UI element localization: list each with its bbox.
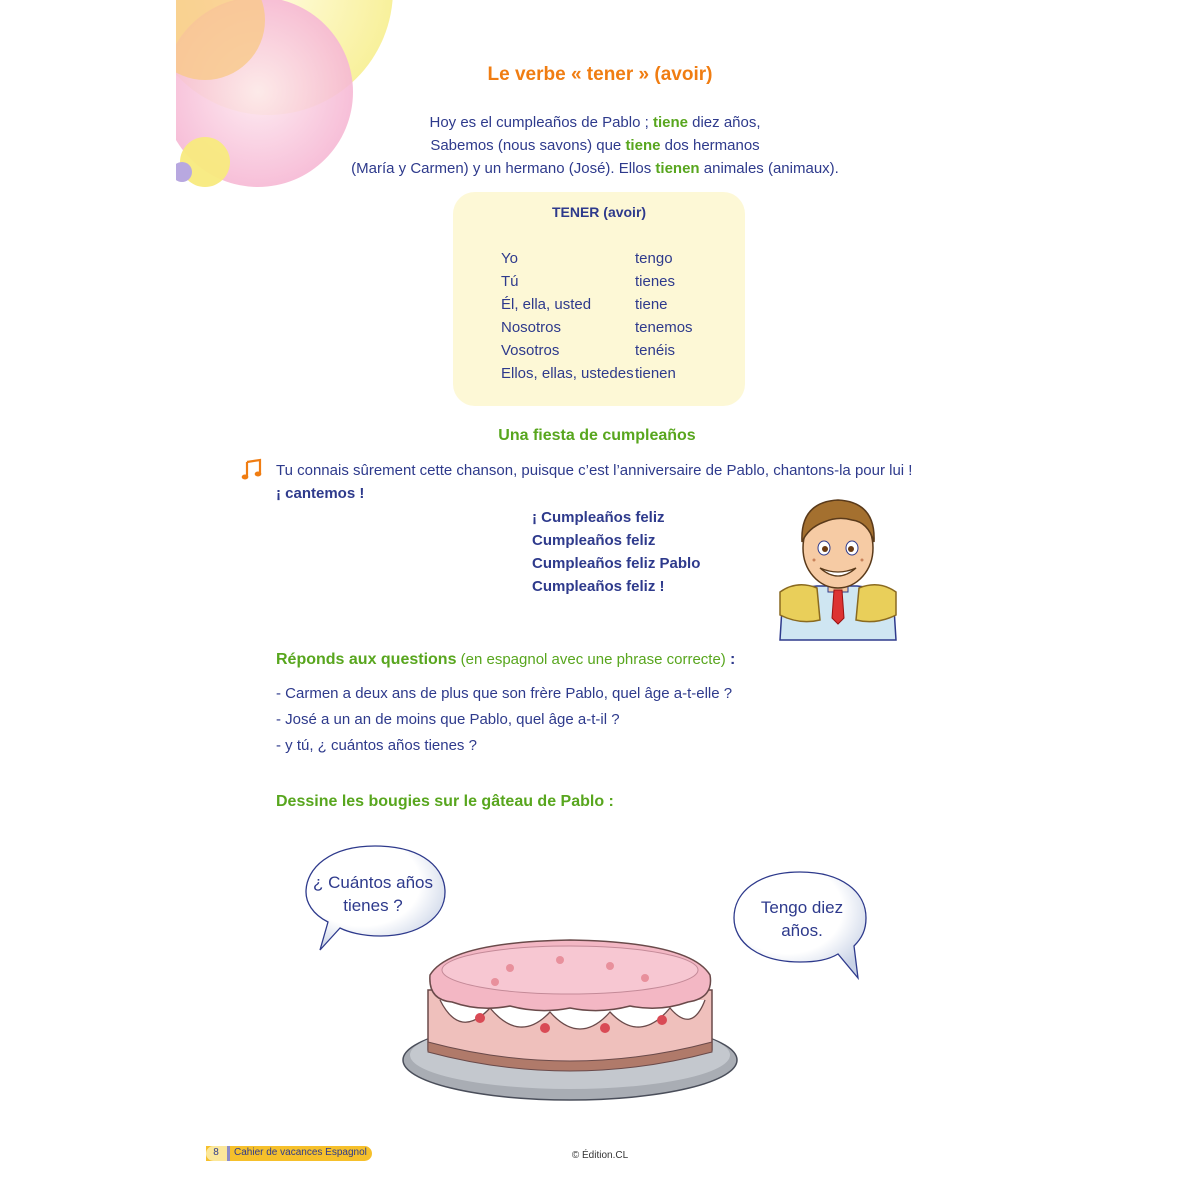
bubble-left-line: ¿ Cuántos años xyxy=(312,873,433,892)
bubble-right-text xyxy=(736,896,868,942)
cantemos-label: ¡ cantemos ! xyxy=(276,485,365,502)
intro-text: (María y Carmen) y un hermano (José). Ellos xyxy=(351,160,656,177)
page-number: 8 xyxy=(213,1147,219,1158)
pronoun-column xyxy=(501,247,634,385)
questions-title xyxy=(276,651,735,669)
page-title: Le verbe « tener » (avoir) xyxy=(487,64,713,85)
lyric-line: Cumpleaños feliz xyxy=(532,532,656,549)
intro-highlight: tiene xyxy=(625,137,661,154)
pronoun: Nosotros xyxy=(501,319,562,336)
bubble-right-line: años. xyxy=(781,921,823,940)
questions-title-rest: (en espagnol avec une phrase correcte) xyxy=(456,651,730,668)
verb-form-column xyxy=(635,247,693,385)
intro-text: Hoy es el cumpleaños de Pablo ; xyxy=(429,114,653,131)
bubble-left-line: tienes ? xyxy=(343,896,403,915)
song-section-title: Una fiesta de cumpleaños xyxy=(498,427,696,444)
intro-highlight: tienen xyxy=(655,160,700,177)
verb-form: tengo xyxy=(635,250,673,267)
lyric-line: ¡ Cumpleaños feliz xyxy=(532,509,665,526)
verb-form: tiene xyxy=(635,296,668,313)
drawing-section-title: Dessine les bougies sur le gâteau de Pablo : xyxy=(276,793,614,810)
verb-form: tenéis xyxy=(635,342,676,359)
cake-illustration xyxy=(400,930,740,1105)
lyric-line: Cumpleaños feliz Pablo xyxy=(532,555,701,572)
questions-title-bold: Réponds aux questions xyxy=(276,651,457,668)
left-page-margin xyxy=(0,0,176,1200)
pronoun: Yo xyxy=(501,250,518,267)
pablo-illustration xyxy=(772,490,902,645)
lyric-line: Cumpleaños feliz ! xyxy=(532,578,665,595)
intro-text: diez años, xyxy=(687,114,761,131)
intro-paragraph xyxy=(300,111,890,180)
intro-highlight: tiene xyxy=(652,114,688,131)
verb-form: tenemos xyxy=(635,319,693,336)
song-instruction: Tu connais sûrement cette chanson, puisque c’est l’anniversaire de Pablo, chantons-la pour lui ! xyxy=(276,462,913,479)
bubble-right-line: Tengo diez xyxy=(760,898,844,917)
pronoun: Tú xyxy=(501,273,519,290)
intro-text: animales (animaux). xyxy=(699,160,839,177)
question-item: - Carmen a deux ans de plus que son frère Pablo, quel âge a-t-elle ? xyxy=(276,685,733,702)
verb-form: tienes xyxy=(635,273,676,290)
bubble-left-text xyxy=(306,871,440,917)
music-note-icon xyxy=(240,458,264,482)
conjugation-title: TENER (avoir) xyxy=(551,204,647,220)
question-item: - José a un an de moins que Pablo, quel âge a-t-il ? xyxy=(276,711,620,728)
intro-text: Sabemos (nous savons) que xyxy=(430,137,626,154)
verb-form: tienen xyxy=(635,365,676,382)
book-title: Cahier de vacances Espagnol xyxy=(234,1147,367,1158)
question-item: - y tú, ¿ cuántos años tienes ? xyxy=(276,737,477,754)
pronoun: Vosotros xyxy=(501,342,560,359)
pronoun: Él, ella, usted xyxy=(501,296,592,313)
intro-text: dos hermanos xyxy=(660,137,760,154)
questions-title-colon: : xyxy=(729,651,736,668)
song-lyrics xyxy=(532,506,700,598)
pronoun: Ellos, ellas, ustedes xyxy=(501,365,634,382)
copyright: © Édition.CL xyxy=(571,1150,629,1161)
